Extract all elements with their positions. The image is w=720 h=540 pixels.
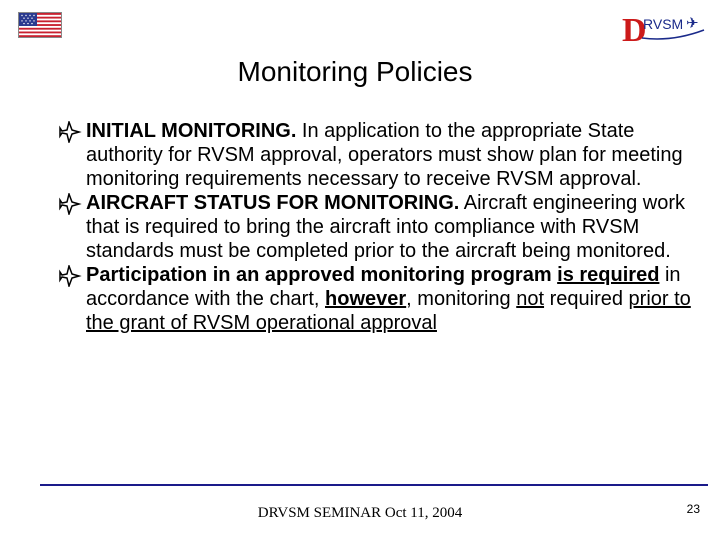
footer-text: DRVSM SEMINAR Oct 11, 2004 — [257, 505, 463, 521]
bullet-list — [58, 119, 698, 335]
page-number: 23 — [686, 502, 700, 516]
airplane-bullet-icon — [58, 121, 82, 143]
footer-divider — [40, 484, 708, 486]
is-required-text: is required — [557, 264, 660, 286]
logo-word-rvsm: RVSM — [643, 16, 684, 32]
not-text: not — [516, 288, 545, 310]
logo-letter-d: D — [622, 12, 647, 49]
however-text: however — [325, 288, 407, 310]
airplane-bullet-icon — [58, 193, 82, 215]
bullet-text: required — [544, 288, 629, 310]
bullet-initial-monitoring — [58, 119, 698, 191]
drvsm-logo — [622, 12, 708, 49]
bullet-text: In application to the appropriate State authority for RVSM approval, operators must show plan for meeting monitoring requirements necessary to receive RVSM approval. — [86, 120, 683, 190]
bullet-text: in accordance with the chart, — [86, 264, 681, 310]
bullet-text: , monitoring — [406, 288, 517, 310]
grant-text: prior to the grant of RVSM operational approval — [86, 288, 691, 334]
bullet-participation — [58, 263, 698, 335]
slide-title: Monitoring Policies — [237, 56, 473, 87]
logo-swoosh-icon — [642, 28, 708, 42]
bullet-lead: Participation in an approved monitoring program — [86, 264, 558, 286]
airplane-bullet-icon — [58, 265, 82, 287]
bullet-aircraft-status — [58, 191, 698, 263]
airplane-icon: ✈ — [686, 15, 699, 32]
bullet-text: Aircraft engineering work that is required to bring the aircraft into compliance with RVSM standards must be completed prior to the aircraft being monitored. — [86, 192, 685, 262]
bullet-lead: AIRCRAFT STATUS FOR MONITORING. — [86, 192, 460, 214]
us-flag-icon — [18, 12, 62, 38]
bullet-lead: INITIAL MONITORING. — [86, 120, 297, 142]
